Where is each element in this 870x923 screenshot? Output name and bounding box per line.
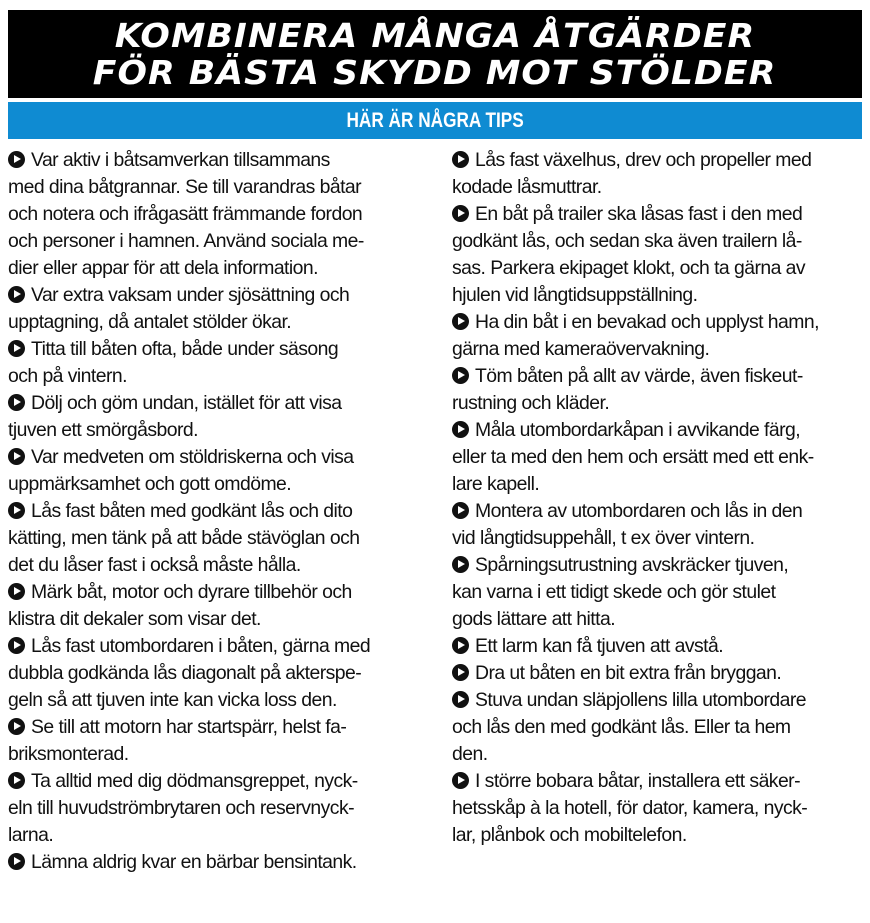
tip-text-line: med dina båtgrannar. Se till varandras båtar: [8, 176, 362, 198]
tip-item: [8, 282, 438, 336]
tip-item: [452, 633, 864, 660]
tip-text-line: Ha din båt i en bevakad och upplyst hamn,: [475, 311, 819, 333]
tip-item: [8, 336, 438, 390]
tip-item: [452, 363, 864, 417]
arrow-bullet-icon: [452, 313, 469, 330]
arrow-bullet-icon: [8, 718, 25, 735]
arrow-bullet-icon: [452, 421, 469, 438]
tip-item: [452, 147, 864, 201]
headline-box: [8, 10, 862, 98]
tip-text-line: rustning och kläder.: [452, 392, 610, 414]
tip-text-line: lare kapell.: [452, 473, 540, 495]
tip-item: [8, 444, 438, 498]
tip-item: [452, 687, 864, 768]
tip-item: [452, 201, 864, 309]
arrow-bullet-icon: [8, 853, 25, 870]
tip-text-line: eln till huvudströmbrytaren och reservnyck-: [8, 797, 354, 819]
tip-text-line: Lämna aldrig kvar en bärbar bensintank.: [31, 851, 357, 873]
tip-text-line: och på vintern.: [8, 365, 127, 387]
tip-text-line: hetsskåp à la hotell, för dator, kamera, nyck-: [452, 797, 808, 819]
tip-item: [8, 849, 438, 876]
tip-text-line: Stuva undan släpjollens lilla utombordare: [475, 689, 807, 711]
tip-text-line: Se till att motorn har startspärr, helst fa-: [31, 716, 347, 738]
tip-text-line: Montera av utombordaren och lås in den: [475, 500, 803, 522]
tips-columns: [8, 147, 864, 876]
tip-text-line: gärna med kameraövervakning.: [452, 338, 710, 360]
arrow-bullet-icon: [8, 772, 25, 789]
tip-text-line: lar, plånbok och mobiltelefon.: [452, 824, 687, 846]
arrow-bullet-icon: [8, 637, 25, 654]
tip-text-line: Spårningsutrustning avskräcker tjuven,: [475, 554, 789, 576]
headline-line-2: FÖR BÄSTA SKYDD MOT STÖLDER: [93, 53, 777, 92]
tip-text-line: Märk båt, motor och dyrare tillbehör och: [31, 581, 352, 603]
tip-text-line: Var extra vaksam under sjösättning och: [31, 284, 350, 306]
tip-text-line: och personer i hamnen. Använd sociala me-: [8, 230, 364, 252]
tip-text-line: Var aktiv i båtsamverkan tillsammans: [31, 149, 330, 171]
tip-text-line: kätting, men tänk på att både stävöglan och: [8, 527, 360, 549]
arrow-bullet-icon: [8, 394, 25, 411]
tip-item: [8, 633, 438, 714]
tip-text-line: och lås den med godkänt lås. Eller ta hem: [452, 716, 791, 738]
arrow-bullet-icon: [8, 151, 25, 168]
tip-text-line: upptagning, då antalet stölder ökar.: [8, 311, 292, 333]
tip-item: [8, 498, 438, 579]
tip-text-line: Lås fast båten med godkänt lås och dito: [31, 500, 353, 522]
tip-text-line: kodade låsmuttrar.: [452, 176, 602, 198]
tip-text-line: Ta alltid med dig dödmansgreppet, nyck-: [31, 770, 358, 792]
tip-text-line: Lås fast utombordaren i båten, gärna med: [31, 635, 371, 657]
tip-item: [452, 309, 864, 363]
tip-text-line: hjulen vid långtidsuppställning.: [452, 284, 698, 306]
tip-text-line: En båt på trailer ska låsas fast i den med: [475, 203, 803, 225]
arrow-bullet-icon: [452, 772, 469, 789]
tip-text-line: larna.: [8, 824, 54, 846]
tip-text-line: Töm båten på allt av värde, även fiskeut-: [475, 365, 803, 387]
tip-text-line: Ett larm kan få tjuven att avstå.: [475, 635, 724, 657]
tip-text-line: uppmärksamhet och gott omdöme.: [8, 473, 292, 495]
tip-text-line: dier eller appar för att dela information.: [8, 257, 318, 279]
arrow-bullet-icon: [8, 286, 25, 303]
tip-text-line: tjuven ett smörgåsbord.: [8, 419, 198, 441]
arrow-bullet-icon: [452, 691, 469, 708]
tip-text-line: kan varna i ett tidigt skede och gör stulet: [452, 581, 776, 603]
tip-item: [8, 147, 438, 282]
tip-text-line: Titta till båten ofta, både under säsong: [31, 338, 339, 360]
tip-item: [8, 390, 438, 444]
tip-text-line: och notera och ifrågasätt främmande fordon: [8, 203, 363, 225]
tips-column-left: [8, 147, 438, 876]
arrow-bullet-icon: [452, 637, 469, 654]
tip-text-line: det du låser fast i också måste hålla.: [8, 554, 301, 576]
tip-text-line: briksmonterad.: [8, 743, 129, 765]
tip-item: [452, 768, 864, 849]
tip-text-line: Måla utombordarkåpan i avvikande färg,: [475, 419, 801, 441]
arrow-bullet-icon: [452, 205, 469, 222]
tip-item: [8, 714, 438, 768]
arrow-bullet-icon: [452, 367, 469, 384]
tip-text-line: den.: [452, 743, 488, 765]
arrow-bullet-icon: [8, 502, 25, 519]
tip-item: [452, 660, 864, 687]
tips-banner: [8, 102, 862, 139]
tip-item: [452, 498, 864, 552]
tip-item: [8, 579, 438, 633]
arrow-bullet-icon: [452, 502, 469, 519]
tip-text-line: Dölj och göm undan, istället för att visa: [31, 392, 342, 414]
tip-text-line: geln så att tjuven inte kan vicka loss den.: [8, 689, 337, 711]
tip-text-line: godkänt lås, och sedan ska även trailern lå-: [452, 230, 802, 252]
arrow-bullet-icon: [452, 664, 469, 681]
tip-item: [8, 768, 438, 849]
tip-text-line: sas. Parkera ekipaget klokt, och ta gärna av: [452, 257, 806, 279]
tip-text-line: Var medveten om stöldriskerna och visa: [31, 446, 354, 468]
tip-item: [452, 417, 864, 498]
headline-line-1: KOMBINERA MÅNGA ÅTGÄRDER: [114, 16, 756, 55]
tips-banner-label: HÄR ÄR NÅGRA TIPS: [346, 108, 524, 132]
tip-text-line: dubbla godkända lås diagonalt på akterspe-: [8, 662, 362, 684]
tip-text-line: vid långtidsuppehåll, t ex över vintern.: [452, 527, 755, 549]
tip-text-line: gods lättare att hitta.: [452, 608, 616, 630]
tip-text-line: eller ta med den hem och ersätt med ett enk-: [452, 446, 814, 468]
arrow-bullet-icon: [8, 583, 25, 600]
tip-item: [452, 552, 864, 633]
arrow-bullet-icon: [452, 151, 469, 168]
tip-text-line: Dra ut båten en bit extra från bryggan.: [475, 662, 782, 684]
arrow-bullet-icon: [452, 556, 469, 573]
tips-column-right: [452, 147, 864, 876]
arrow-bullet-icon: [8, 448, 25, 465]
arrow-bullet-icon: [8, 340, 25, 357]
tip-text-line: Lås fast växelhus, drev och propeller med: [475, 149, 812, 171]
tip-text-line: klistra dit dekaler som visar det.: [8, 608, 261, 630]
tip-text-line: I större bobara båtar, installera ett säker-: [475, 770, 801, 792]
